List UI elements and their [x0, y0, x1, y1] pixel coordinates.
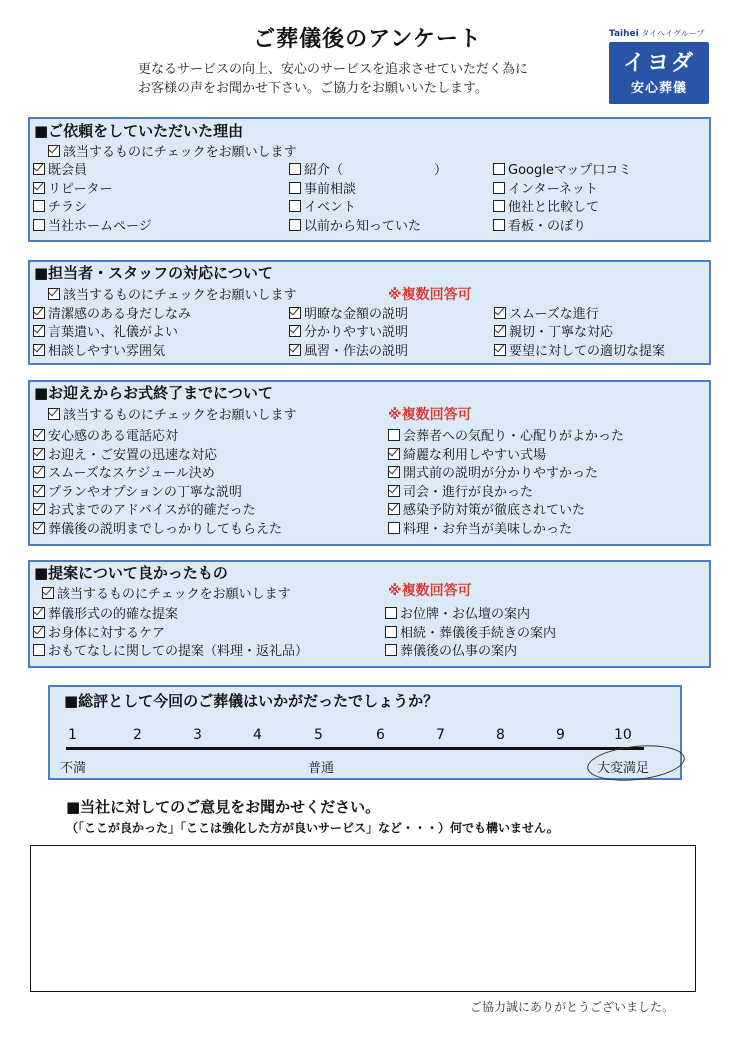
instruction-checkbox — [48, 408, 60, 420]
option-label: 親切・丁寧な対応 — [509, 325, 614, 340]
option-s2-4[interactable] — [289, 325, 408, 341]
checkbox[interactable] — [33, 344, 45, 356]
option-s2-0[interactable] — [33, 307, 191, 323]
checkbox[interactable] — [289, 200, 301, 212]
option-s4-5[interactable] — [385, 644, 517, 660]
rating-number-7[interactable]: 7 — [436, 727, 445, 743]
section-reason-title: ■ご依頼をしていただいた理由 — [34, 122, 244, 140]
checkbox[interactable] — [33, 163, 45, 175]
checkbox[interactable] — [289, 182, 301, 194]
option-label: 既会員 — [48, 163, 88, 178]
option-label: 事前相談 — [304, 182, 357, 197]
option-label: 要望に対しての適切な提案 — [509, 344, 666, 359]
option-label: 司会・進行が良かった — [403, 485, 534, 500]
checkbox[interactable] — [33, 200, 45, 212]
option-label: 相談しやすい雰囲気 — [48, 344, 166, 359]
option-s1-7[interactable] — [289, 200, 356, 216]
rating-label-high[interactable]: 大変満足 — [597, 761, 650, 776]
option-label: 葬儀形式の的確な提案 — [48, 607, 179, 622]
checkbox[interactable] — [385, 607, 397, 619]
option-s1-8[interactable] — [493, 200, 599, 216]
option-s3-8[interactable] — [33, 503, 256, 519]
option-label: 明瞭な金額の説明 — [304, 307, 409, 322]
logo-brand-line — [609, 28, 711, 39]
option-s4-2[interactable] — [33, 626, 165, 642]
option-label: 感染予防対策が徹底されていた — [403, 503, 586, 518]
checkbox[interactable] — [493, 219, 505, 231]
option-label: 相続・葬儀後手続きの案内 — [400, 626, 557, 641]
rating-number-4[interactable]: 4 — [253, 727, 262, 743]
option-s1-2[interactable] — [493, 163, 631, 179]
opinion-textarea[interactable] — [30, 845, 696, 992]
checkbox[interactable] — [289, 219, 301, 231]
logo-taihei: Taihei — [609, 29, 639, 39]
checkbox[interactable] — [494, 344, 506, 356]
option-label: 分かりやすい説明 — [304, 325, 409, 340]
option-s2-7[interactable] — [289, 344, 408, 360]
option-s2-3[interactable] — [33, 325, 178, 341]
option-label: リピーター — [48, 182, 113, 197]
section-proposal-instruction: 該当するものにチェックをお願いします — [42, 583, 291, 602]
option-label: 清潔感のある身だしなみ — [48, 307, 192, 322]
intro-line-2: お客様の声をお聞かせ下さい。ご協力をお願いいたします。 — [138, 81, 488, 96]
option-label: 葬儀後の仏事の案内 — [400, 644, 518, 659]
checkbox[interactable] — [33, 503, 45, 515]
option-label: スムーズなスケジュール決め — [48, 466, 215, 481]
option-s4-0[interactable] — [33, 607, 178, 623]
rating-number-5[interactable]: 5 — [314, 727, 323, 743]
intro-line-1: 更なるサービスの向上、安心のサービスを追求させていただく為に — [138, 62, 529, 77]
option-label: 当社ホームページ — [48, 219, 152, 234]
option-label: スムーズな進行 — [509, 307, 599, 322]
option-label: 看板・のぼり — [508, 219, 587, 234]
rating-number-1[interactable]: 1 — [68, 727, 77, 743]
option-label: 葬儀後の説明までしっかりしてもらえた — [48, 522, 283, 537]
intro-text — [138, 60, 528, 98]
checkbox[interactable] — [388, 429, 400, 441]
instruction-checkbox — [48, 145, 60, 157]
checkbox[interactable] — [33, 485, 45, 497]
option-s1-0[interactable] — [33, 163, 87, 179]
option-s2-8[interactable] — [494, 344, 665, 360]
section-staff-title: ■担当者・スタッフの対応について — [34, 264, 273, 282]
checkbox[interactable] — [494, 307, 506, 319]
option-s3-9[interactable] — [388, 503, 585, 519]
rating-scale-line — [66, 747, 644, 750]
option-label: お式までのアドバイスが的確だった — [48, 503, 256, 518]
page-title: ご葬儀後のアンケート — [253, 27, 482, 52]
option-label: お迎え・ご安置の迅速な対応 — [48, 448, 218, 463]
option-label: 他社と比較して — [508, 200, 600, 215]
rating-number-2[interactable]: 2 — [133, 727, 142, 743]
rating-label-mid[interactable]: 普通 — [308, 761, 335, 776]
checkbox[interactable] — [289, 325, 301, 337]
checkbox[interactable] — [388, 466, 400, 478]
checkbox[interactable] — [289, 344, 301, 356]
option-s3-2[interactable] — [33, 448, 217, 464]
opinion-title: ■当社に対してのご意見をお聞かせください。 — [66, 798, 381, 816]
option-s3-10[interactable] — [33, 522, 282, 538]
checkbox[interactable] — [33, 522, 45, 534]
checkbox[interactable] — [33, 219, 45, 231]
checkbox[interactable] — [388, 448, 400, 460]
checkbox[interactable] — [289, 307, 301, 319]
option-s2-1[interactable] — [289, 307, 408, 323]
option-label: 綺麗な利用しやすい式場 — [403, 448, 547, 463]
option-s1-3[interactable] — [33, 182, 112, 198]
checkbox[interactable] — [33, 429, 45, 441]
section-proposal-title: ■提案について良かったもの — [34, 564, 228, 582]
option-label: 言葉遣い、礼儀がよい — [48, 325, 179, 340]
option-label: 開式前の説明が分かりやすかった — [403, 466, 599, 481]
checkbox[interactable] — [33, 448, 45, 460]
rating-number-10[interactable]: 10 — [614, 727, 632, 743]
checkbox[interactable] — [289, 163, 301, 175]
option-s4-3[interactable] — [385, 626, 556, 642]
checkbox[interactable] — [388, 503, 400, 515]
option-s3-1[interactable] — [388, 429, 624, 445]
rating-label-low[interactable]: 不満 — [60, 761, 87, 776]
option-label: インターネット — [508, 182, 598, 197]
rating-question: ■総評として今回のご葬儀はいかがだったでしょうか？ — [64, 692, 439, 710]
thanks-text: ご協力誠にありがとうございました。 — [470, 1000, 675, 1014]
rating-number-6[interactable]: 6 — [376, 727, 385, 743]
option-label: 料理・お弁当が美味しかった — [403, 522, 573, 537]
section-ceremony-instruction: 該当するものにチェックをお願いします — [48, 404, 297, 423]
option-label: お位牌・お仏壇の案内 — [400, 607, 531, 622]
checkbox[interactable] — [385, 644, 397, 656]
checkbox[interactable] — [33, 182, 45, 194]
option-s1-11[interactable] — [493, 219, 586, 235]
checkbox[interactable] — [33, 626, 45, 638]
rating-number-8[interactable]: 8 — [496, 727, 505, 743]
option-label: 以前から知っていた — [304, 219, 422, 234]
logo-name: イヨダ — [622, 51, 695, 76]
checkbox[interactable] — [388, 522, 400, 534]
section-staff-instruction: 該当するものにチェックをお願いします — [48, 284, 297, 303]
option-s3-6[interactable] — [33, 485, 242, 501]
rating-number-9[interactable]: 9 — [556, 727, 565, 743]
option-label: チラシ — [48, 200, 88, 215]
option-s1-9[interactable] — [33, 219, 152, 235]
checkbox[interactable] — [493, 200, 505, 212]
section-staff-multi-answer: ※複数回答可 — [388, 287, 472, 303]
option-s1-1[interactable] — [289, 163, 447, 179]
option-s1-6[interactable] — [33, 200, 87, 216]
option-s3-4[interactable] — [33, 466, 215, 482]
option-s1-10[interactable] — [289, 219, 421, 235]
section-ceremony-title: ■お迎えからお式終了までについて — [34, 384, 273, 402]
rating-number-3[interactable]: 3 — [193, 727, 202, 743]
option-s3-0[interactable] — [33, 429, 178, 445]
option-s4-4[interactable] — [33, 644, 308, 660]
option-s3-11[interactable] — [388, 522, 572, 538]
opinion-hint: （「ここが良かった」「ここは強化した方が良いサービス」など・・・）何でも構いません。 — [66, 821, 559, 835]
option-label: 安心感のある電話応対 — [48, 429, 179, 444]
option-s2-5[interactable] — [494, 325, 613, 341]
checkbox[interactable] — [33, 466, 45, 478]
checkbox[interactable] — [33, 607, 45, 619]
company-logo — [609, 28, 711, 106]
option-label: おもてなしに関しての提案（料理・返礼品） — [48, 644, 309, 659]
logo-group: タイヘイグループ — [641, 29, 705, 38]
checkbox[interactable] — [33, 644, 45, 656]
option-s2-6[interactable] — [33, 344, 165, 360]
option-label: イベント — [304, 200, 357, 215]
option-label: お身体に対するケア — [48, 626, 166, 641]
option-label: プランやオプションの丁寧な説明 — [48, 485, 242, 500]
option-s4-1[interactable] — [385, 607, 530, 623]
option-label: 会葬者への気配り・心配りがよかった — [403, 429, 625, 444]
option-label: 紹介（ ） — [304, 163, 448, 178]
option-s2-2[interactable] — [494, 307, 599, 323]
instruction-checkbox — [42, 587, 54, 599]
checkbox[interactable] — [33, 325, 45, 337]
option-s1-5[interactable] — [493, 182, 598, 198]
option-label: 風習・作法の説明 — [304, 344, 409, 359]
instruction-checkbox — [48, 288, 60, 300]
section-reason-instruction: 該当するものにチェックをお願いします — [48, 141, 297, 160]
checkbox[interactable] — [494, 325, 506, 337]
checkbox[interactable] — [493, 182, 505, 194]
checkbox[interactable] — [388, 485, 400, 497]
logo-sub: 安心葬儀 — [630, 81, 687, 96]
option-s3-3[interactable] — [388, 448, 546, 464]
checkbox[interactable] — [493, 163, 505, 175]
section-ceremony-multi-answer: ※複数回答可 — [388, 407, 472, 423]
section-proposal-multi-answer: ※複数回答可 — [388, 583, 472, 599]
logo-box — [609, 42, 709, 104]
option-s3-7[interactable] — [388, 485, 533, 501]
option-s1-4[interactable] — [289, 182, 356, 198]
checkbox[interactable] — [33, 307, 45, 319]
option-label: Googleマップ口コミ — [508, 163, 632, 178]
checkbox[interactable] — [385, 626, 397, 638]
option-s3-5[interactable] — [388, 466, 598, 482]
